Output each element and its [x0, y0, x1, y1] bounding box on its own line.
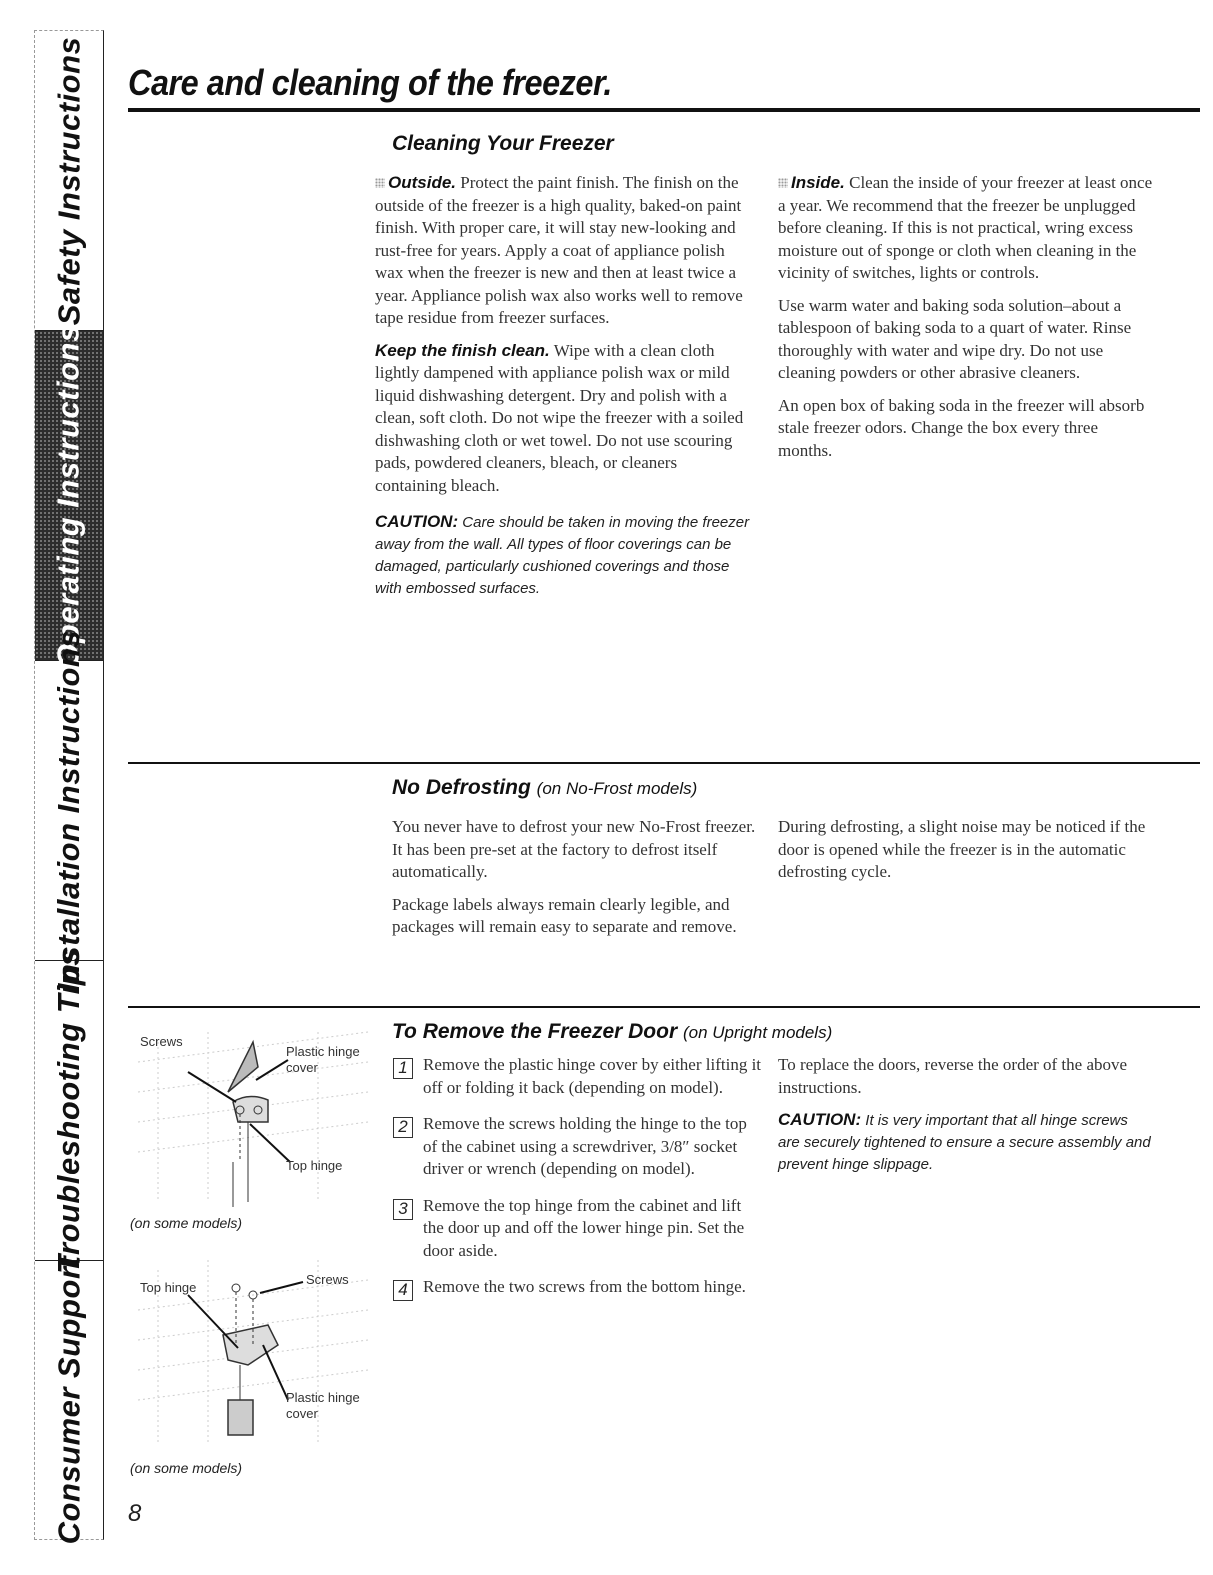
hinge-figure-2 [128, 1250, 378, 1450]
keep-clean-text: Wipe with a clean cloth lightly dampened with appliance polish wax or mild liquid dishwashing detergent. Dry and polish with a clean, soft cloth. Do not wipe the freezer with a soiled dishwashing cloth or wet towel. Do not use scouring pads, powdered cleaners, bleach, or cleaners containing bleach. [375, 340, 744, 495]
tab-installation-instructions[interactable] [35, 629, 103, 992]
figure-2-hinge-label: Top hinge [140, 1280, 197, 1295]
defrost-paragraph-3: During defrosting, a slight noise may be noticed if the door is opened while the freezer is in the automatic defrosting cycle. [778, 817, 1146, 881]
figure-1-cover-label-line-1: Plastic hinge [286, 1044, 360, 1059]
tab-troubleshooting-tips[interactable] [35, 947, 103, 1274]
step-number: 4 [393, 1280, 413, 1301]
caution-lead: CAUTION: [778, 1110, 862, 1129]
step-item [393, 1054, 763, 1099]
replace-doors-text: To replace the doors, reverse the order of the above instructions. [778, 1055, 1128, 1097]
title-rule [128, 108, 1200, 112]
step-number: 3 [393, 1199, 413, 1220]
tab-label: Installation Instructions [51, 629, 86, 992]
step-text: Remove the plastic hinge cover by either lifting it off or folding it back (depending on model). [423, 1055, 762, 1097]
outside-text: Protect the paint finish. The finish on the outside of the freezer is a high quality, baked-on paint finish. With proper care, it will stay new-looking and rust-free for years. Apply a coat of appliance polish wax when the freezer is new and then at least twice a year. Appliance polish wax also works well to remove tape residue from freezer surfaces. [375, 173, 743, 327]
defrost-paragraph-1: You never have to defrost your new No-Frost freezer. It has been pre-set at the factory to defrost itself automatically. [392, 817, 756, 881]
section-tab-bar [34, 30, 104, 1545]
figure-2-cover-label-line-2: cover [286, 1406, 318, 1421]
defrost-left-column [392, 816, 762, 949]
page-title: Care and cleaning of the freezer. [128, 62, 612, 103]
door-steps [393, 1054, 763, 1313]
tab-label: Troubleshooting Tips [51, 947, 86, 1274]
step-number: 2 [393, 1117, 413, 1138]
bullet-icon [375, 178, 385, 188]
caution-text: It is very important that all hinge screws are securely tightened to ensure a secure assembly and prevent hinge slippage. [778, 1112, 1151, 1173]
figure-2-screws-label: Screws [306, 1272, 349, 1287]
figure-1-hinge-label: Top hinge [286, 1158, 343, 1173]
tab-operating-instructions[interactable] [35, 323, 103, 668]
hinge-figure-1 [128, 1022, 378, 1212]
figure-2-caption: (on some models) [130, 1460, 243, 1476]
defrost-paragraph-2: Package labels always remain clearly legible, and packages will remain easy to separate and remove. [392, 894, 737, 936]
outside-lead: Outside. [388, 173, 457, 192]
door-heading-sub: (on Upright models) [682, 1023, 833, 1042]
bullet-icon [778, 178, 788, 188]
figure-1-caption: (on some models) [130, 1215, 243, 1231]
inside-lead: Inside. [791, 173, 845, 192]
door-heading [392, 1020, 832, 1044]
step-number: 1 [393, 1058, 413, 1079]
tab-label: Safety Instructions [51, 36, 86, 325]
figure-2-cover-label-line-1: Plastic hinge [286, 1390, 360, 1405]
figure-1-cover-label-line-2: cover [286, 1060, 318, 1075]
cleaning-left-column [375, 172, 750, 600]
figure-1-screws-label: Screws [140, 1034, 183, 1049]
tab-label: Operating Instructions [51, 323, 87, 668]
caution-text: Care should be taken in moving the freezer away from the wall. All types of floor coverings can be damaged, particularly cushioned coverings and those with embossed surfaces. [375, 514, 750, 597]
door-heading-title: To Remove the Freezer Door [392, 1020, 678, 1043]
tab-label: Consumer Support [51, 1255, 87, 1545]
door-caution [778, 1109, 1153, 1176]
defrost-right-column [778, 816, 1153, 894]
section-rule [128, 1006, 1200, 1008]
step-text: Remove the top hinge from the cabinet and lift the door up and off the lower hinge pin. Set the door aside. [423, 1195, 745, 1260]
caution-lead: CAUTION: [375, 512, 459, 531]
inside-paragraph-3: An open box of baking soda in the freezer will absorb stale freezer odors. Change the box every three months. [778, 395, 1145, 460]
door-right-column [778, 1054, 1153, 1176]
cleaning-caution [375, 511, 750, 600]
step-item [393, 1276, 763, 1299]
inside-paragraph-2: Use warm water and baking soda solution–about a tablespoon of baking soda to a quart of water. Rinse thoroughly with water and wipe dry. Do not use cleaning powders or other abrasive cleaners. [778, 295, 1132, 382]
cleaning-right-column [778, 172, 1153, 472]
tab-safety-instructions[interactable] [35, 31, 103, 331]
step-item [393, 1113, 763, 1181]
step-text: Remove the screws holding the hinge to the top of the cabinet using a screwdriver, 3/8″ socket driver or wrench (depending on model). [423, 1114, 747, 1178]
defrost-heading-sub: (on No-Frost models) [536, 779, 698, 798]
defrost-heading [392, 776, 697, 800]
page-number: 8 [128, 1500, 142, 1527]
defrost-heading-title: No Defrosting [392, 776, 531, 799]
section-rule [128, 762, 1200, 764]
step-text: Remove the two screws from the bottom hinge. [423, 1277, 746, 1296]
tab-consumer-support[interactable] [35, 1255, 103, 1545]
keep-clean-lead: Keep the finish clean. [375, 340, 550, 360]
inside-text: Clean the inside of your freezer at least once a year. We recommend that the freezer be unplugged before cleaning. If this is not practical, wring excess moisture out of sponge or cloth when cleaning in the vicinity of switches, lights or controls. [778, 173, 1153, 282]
cleaning-heading: Cleaning Your Freezer [392, 132, 614, 155]
step-item [393, 1195, 763, 1263]
